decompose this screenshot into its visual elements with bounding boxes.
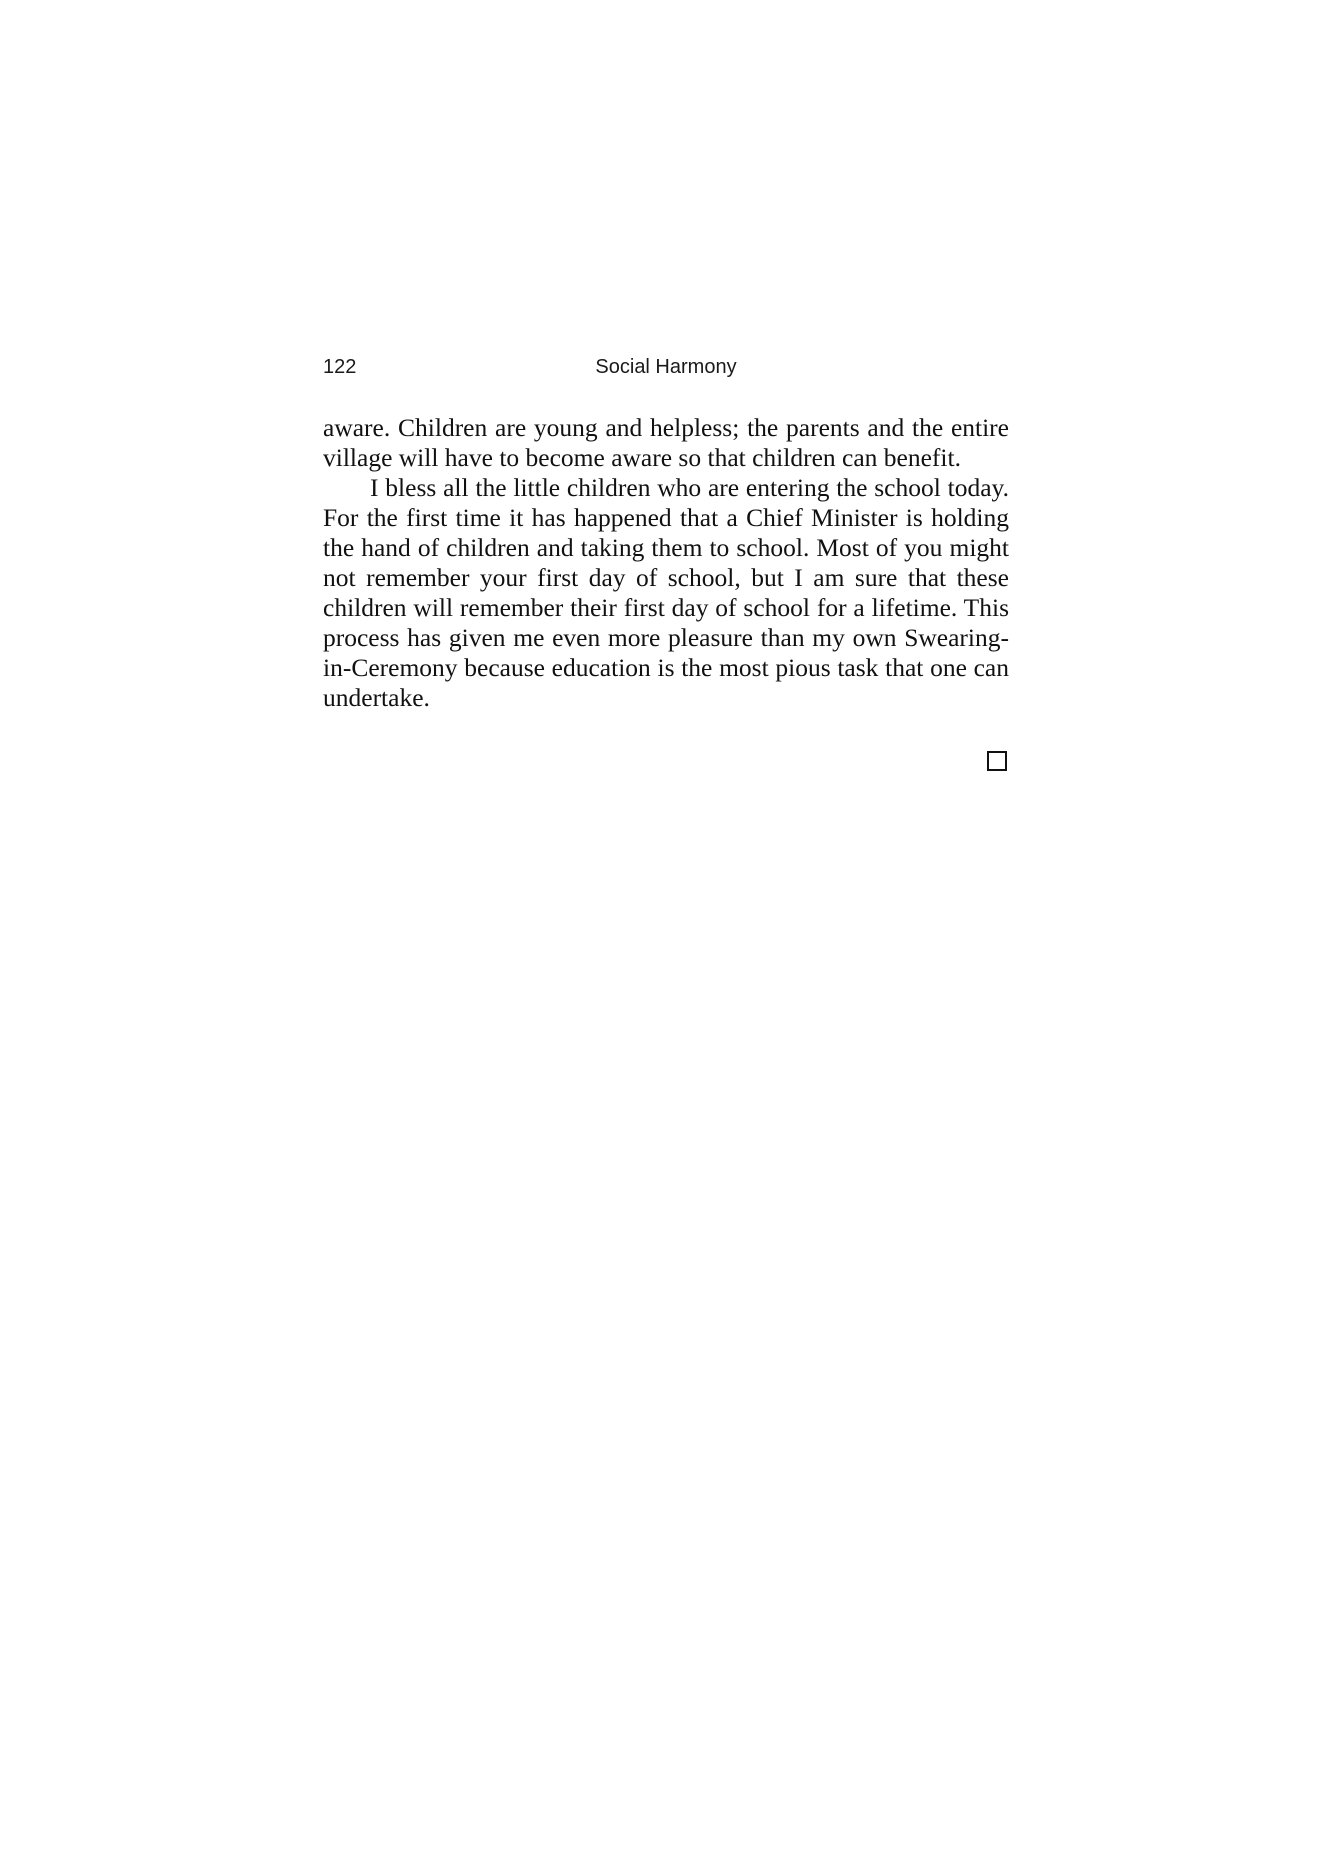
paragraph: I bless all the little children who are entering the school today. For the first time it has happened that a Chief Minister is holding the hand of children and taking them to school. Most of you might not remember your first day of school, but I am sure that these children will remember their first day of school for a lifetime. This process has given me even more pleasure than my own Swearing-in-Ceremony because education is the most pious task that one can undertake.: [323, 473, 1009, 712]
body-text: [323, 413, 1009, 713]
end-of-section-square-icon: [987, 751, 1007, 771]
page-number: 122: [323, 356, 357, 378]
running-title: Social Harmony: [595, 356, 737, 378]
paragraph-continued: aware. Children are young and helpless; the parents and the entire village will have to become aware so that children can benefit.: [323, 413, 1009, 472]
running-header: [323, 352, 1009, 382]
